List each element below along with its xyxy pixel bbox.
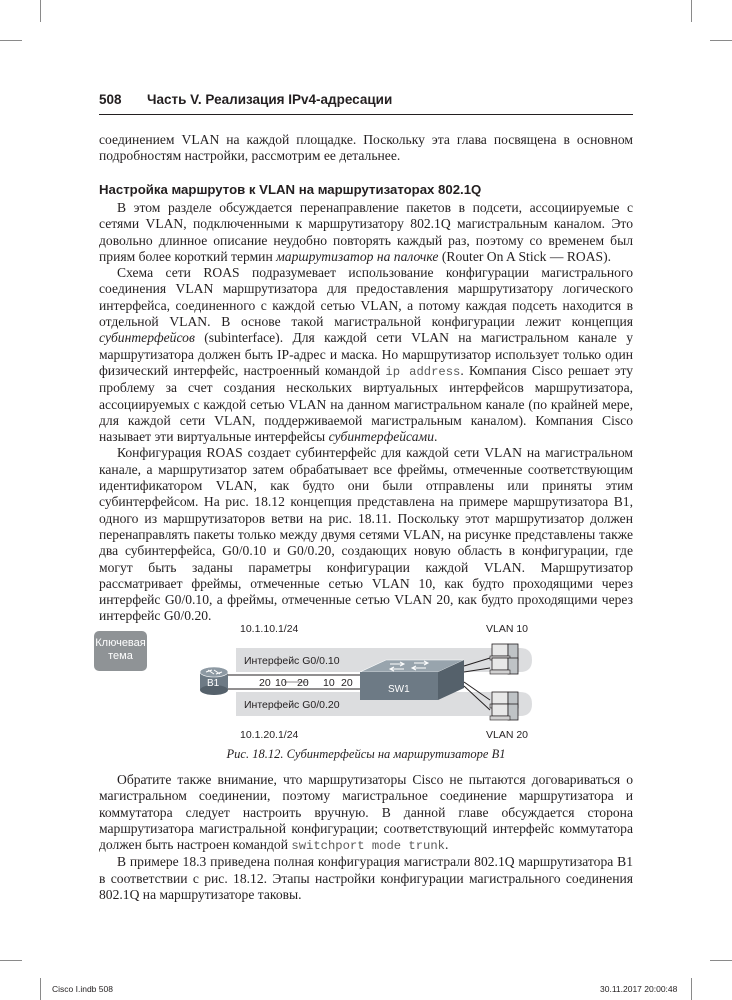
running-header — [99, 92, 633, 114]
router-label: B1 — [207, 678, 220, 689]
trunk-tag: 10 — [323, 677, 335, 689]
paragraph — [99, 772, 633, 854]
text-run: . Компания Cisco решает эту проблему за счет создания нескольких виртуальных интерфейсов маршрутизатора, ассоциируемых с каждой сетью VLAN на данном магистральном канале (по крайней мере, для каждой сети VLAN, поддерживаемой магистральным каналом). Компания Cisco называет эти виртуальные интерфейсы — [99, 362, 634, 445]
text-run: . — [434, 429, 438, 445]
paragraph: Конфигурация ROAS создает субинтерфейс для каждой сети VLAN на магистральном канале, а маршрутизатор затем обрабатывает все фреймы, отмеченные соответствующим идентификатором VLAN, как будто они были отправлены или приняты этим субинтерфейсом. На рис. 18.12 концепция представлена на примере маршрутизатора B1, одного из маршрутизаторов ветви на рис. 18.11. Поскольку этот маршрутизатор должен перенаправлять пакеты только между двумя сетями VLAN, на рисунке представлены также два субинтерфейса, G0/0.10 и G0/0.20, создающих новую область в конфигурации, где могут быть заданы параметры конфигурации каждой VLAN. Маршрутизатор рассматривает фреймы, отмеченные сетью VLAN 10, как будто проходящими через интерфейс G0/0.10, а фреймы, отмеченные сетью VLAN 20, как будто проходящими через интерфейс G0/0.20. — [99, 445, 633, 624]
trunk-tag: 10 — [275, 677, 287, 689]
term-emphasis: субинтерфейсами — [328, 429, 435, 445]
trunk-tag: 20 — [341, 677, 353, 689]
footer-datetime: 30.11.2017 20:00:48 — [600, 984, 678, 994]
crop-mark — [0, 40, 22, 41]
term-emphasis: маршрутизатор на палочке — [276, 248, 439, 264]
page-number: 508 — [99, 92, 122, 107]
ip-bottom-label: 10.1.20.1/24 — [240, 729, 299, 741]
crop-mark — [40, 978, 41, 1000]
paragraph: соединением VLAN на каждой площадке. Поскольку эта глава посвящена в основном подробностям настройки, рассмотрим ее детальнее. — [99, 132, 633, 164]
key-topic-badge — [94, 631, 147, 671]
text-run: . — [445, 837, 449, 853]
crop-mark — [691, 978, 692, 1000]
paragraph — [99, 265, 633, 445]
text-run: В этом разделе обсуждается перенаправление пакетов в подсети, ассоциируемые с сетями VLAN, подключенными к маршрутизатору 802.1Q магистральным каналом. Это довольно длинное описание неудобно повторять каждый раз, поэтому со временем был приям более короткий термин — [99, 200, 633, 264]
header-rule — [99, 114, 633, 115]
figure-caption: Рис. 18.12. Субинтерфейсы на маршрутизаторе B1 — [226, 747, 506, 761]
pc-icon — [490, 644, 518, 660]
term-emphasis: субинтерфейсов — [99, 330, 195, 346]
switch-label: SW1 — [388, 684, 410, 695]
badge-line: Ключевая — [95, 637, 146, 649]
inline-code: ip address — [385, 364, 461, 379]
switch-icon — [360, 660, 464, 700]
vlan-top-label: VLAN 10 — [486, 623, 529, 635]
trunk-tag: 20 — [297, 677, 309, 689]
running-title: Часть V. Реализация IPv4-адресации — [147, 92, 393, 107]
section-body — [99, 200, 633, 625]
pc-icon — [490, 704, 518, 720]
intro-text — [99, 132, 633, 165]
inline-code: switchport mode trunk — [291, 839, 445, 854]
crop-mark — [0, 960, 22, 961]
crop-mark — [710, 960, 732, 961]
text-run: (Router On A Stick — ROAS). — [438, 248, 612, 264]
pc-icon — [490, 658, 518, 674]
vlan-bottom-label: VLAN 20 — [486, 729, 529, 741]
crop-mark — [710, 40, 732, 41]
ip-top-label: 10.1.10.1/24 — [240, 623, 299, 635]
crop-mark — [691, 0, 692, 22]
after-figure-text — [99, 772, 633, 903]
section-heading: Настройка маршрутов к VLAN на маршрутизаторах 802.1Q — [99, 182, 482, 197]
text-run: Схема сети ROAS подразумевает использование конфигурации магистрального соединения VLAN маршрутизатора для предоставления маршрутизатору логического интерфейса, соединенного с каждой сетью VLAN, а потому каждая подсеть находится в отдельной VLAN. В основе такой магистральной конфигурации лежит концепция — [99, 265, 633, 330]
crop-mark — [40, 0, 41, 22]
iface-top-label: Интерфейс G0/0.10 — [244, 655, 340, 667]
figure-roas-diagram — [190, 620, 550, 746]
badge-line: тема — [108, 650, 133, 662]
footer-file: Cisco I.indb 508 — [52, 984, 113, 994]
paragraph — [99, 200, 633, 265]
paragraph: В примере 18.3 приведена полная конфигурация магистрали 802.1Q маршрутизатора B1 в соответствии с рис. 18.12. Этапы настройки конфигурации магистрального соединения 802.1Q на маршрутизаторе таковы. — [99, 854, 633, 903]
iface-bottom-label: Интерфейс G0/0.20 — [244, 699, 340, 711]
text-run: (subinterface). Для каждой сети VLAN на магистральном канале у маршрутизатора должен быть IP-адрес и маска. Но маршрутизатор использует только один физический интерфейс, настроенный командой — [99, 330, 633, 378]
trunk-tag: 20 — [259, 677, 271, 689]
text-run: Обратите также внимание, что маршрутизаторы Cisco не пытаются договариваться о магистральном соединении, поэтому магистральное соединение маршрутизатора и коммутатора следует настроить вручную. В данной главе обсуждается сторона маршрутизатора магистральной конфигурации; соответствующий интерфейс коммутатора должен быть настроен командой — [99, 772, 633, 853]
